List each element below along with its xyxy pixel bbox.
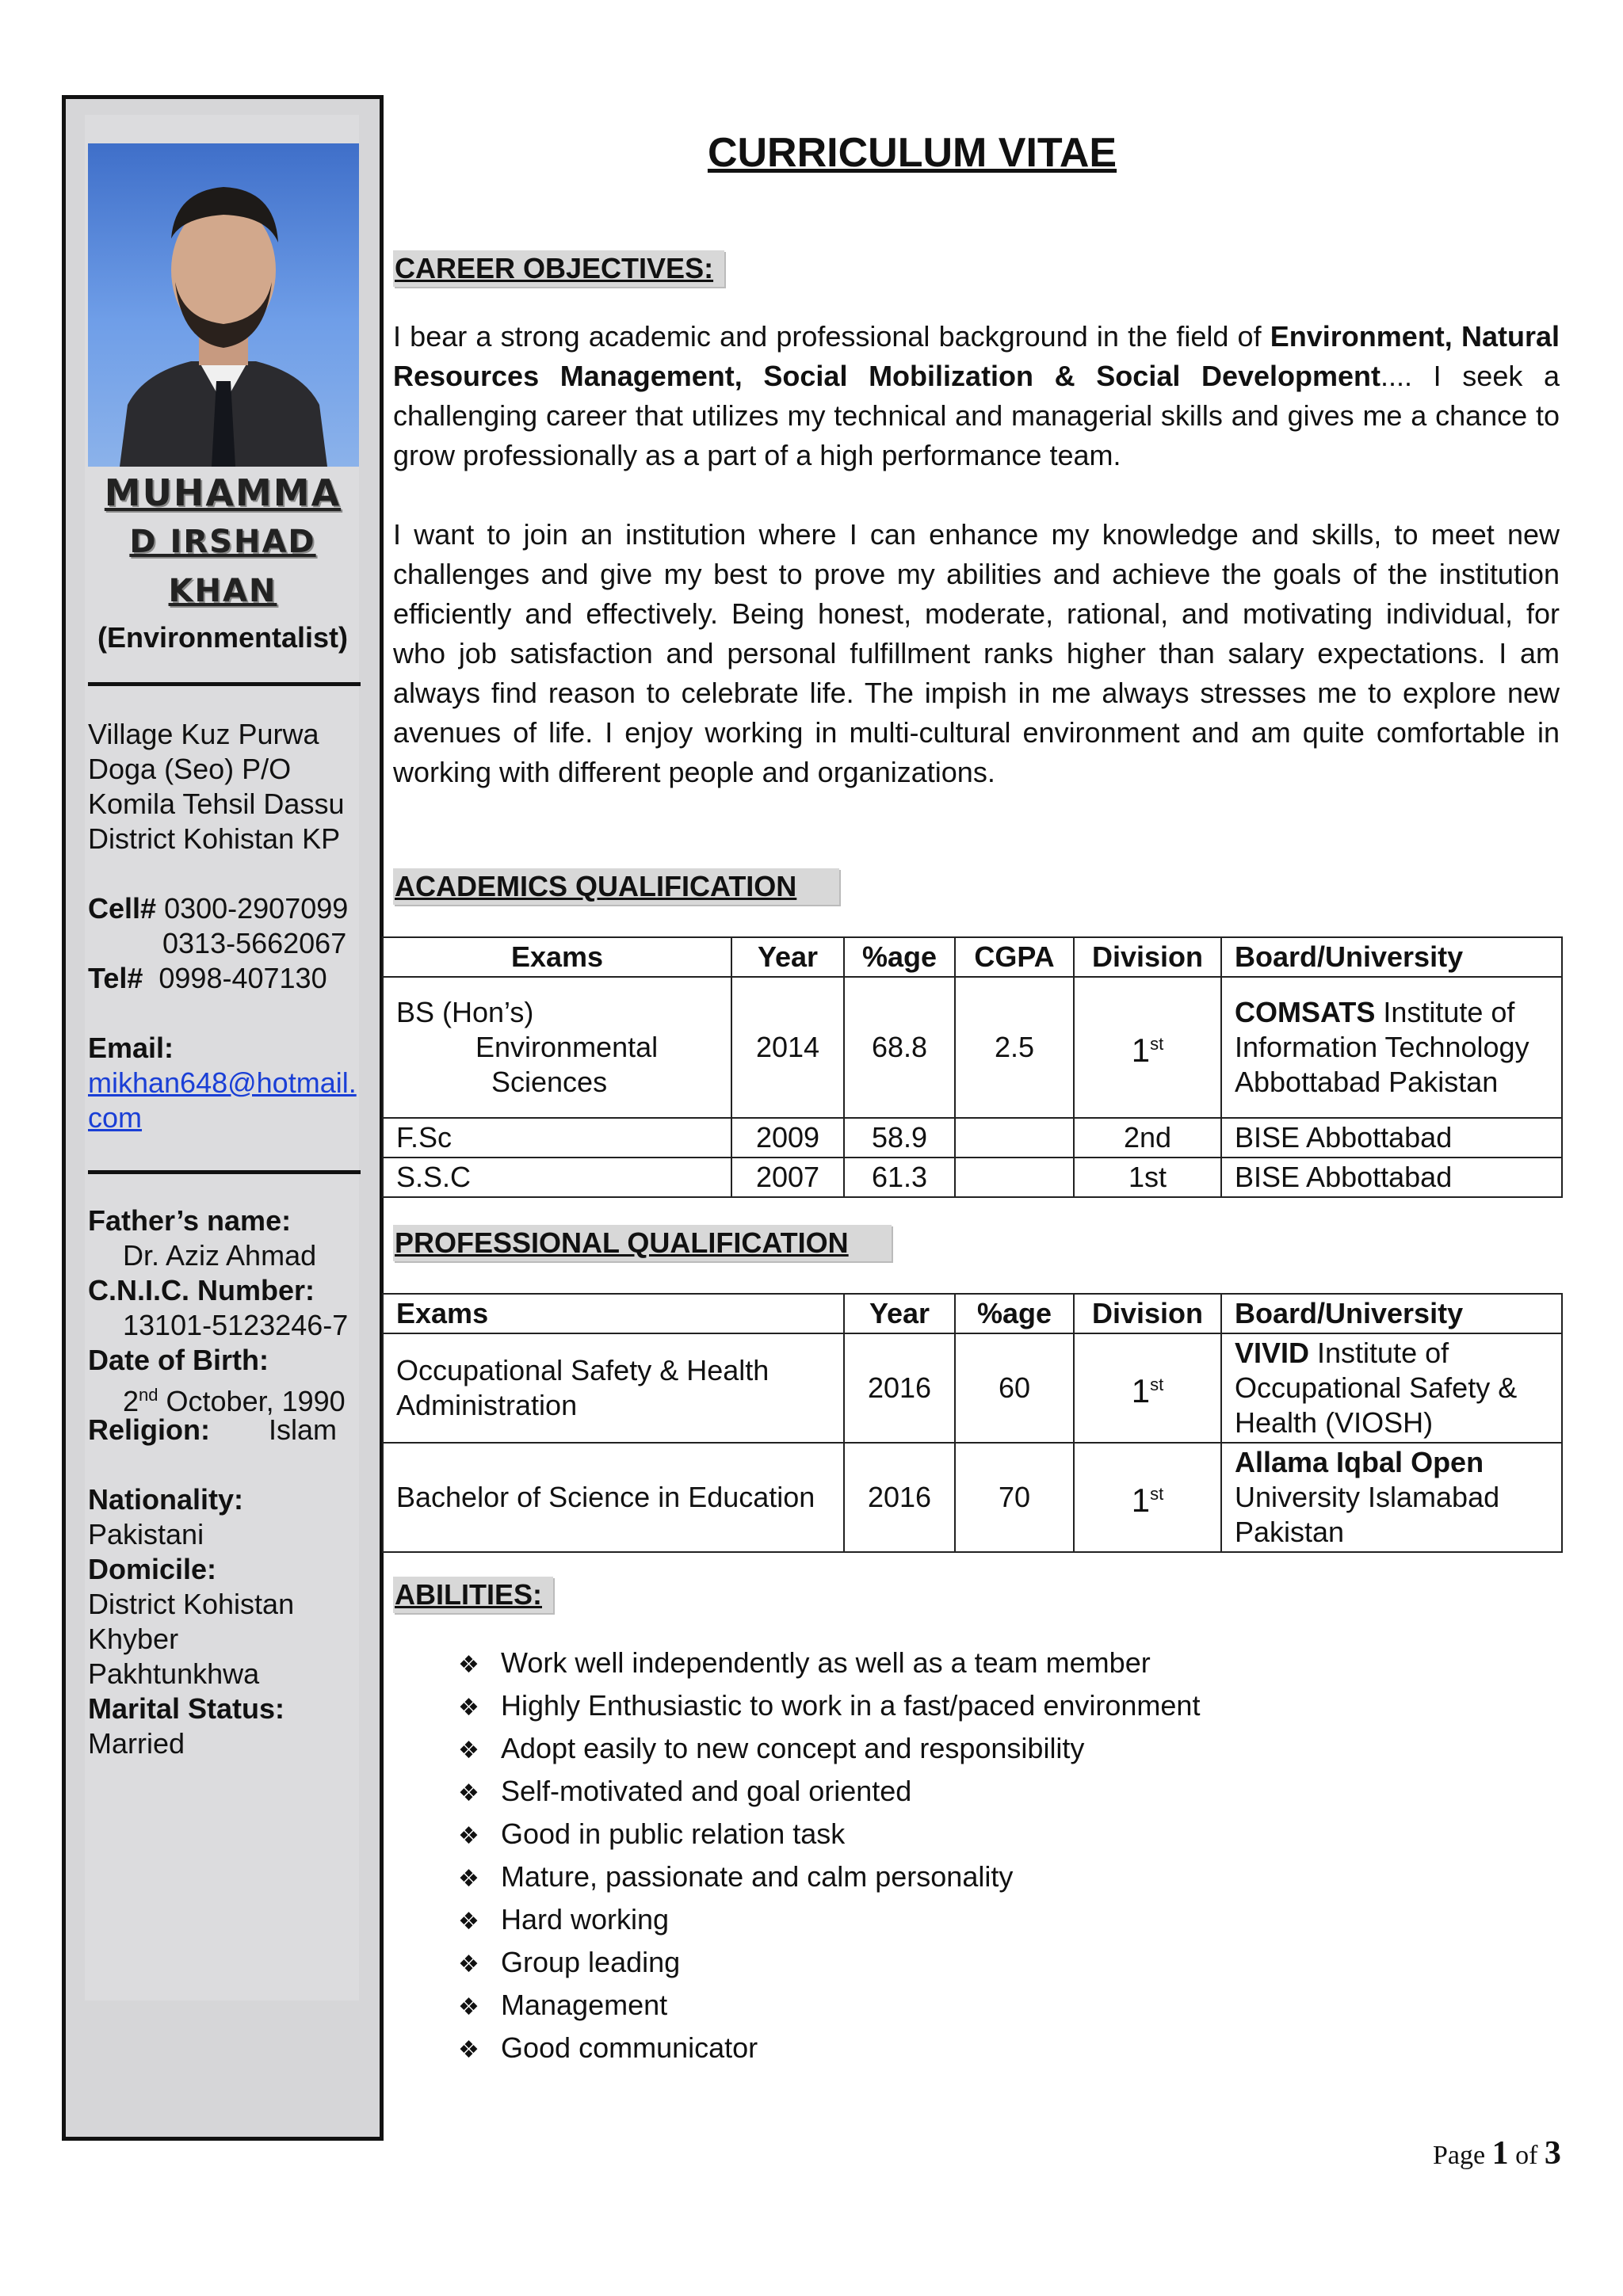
email-link[interactable]: mikhan648@hotmail. <box>88 1066 357 1099</box>
name-line-1: MUHAMMA <box>104 471 342 514</box>
diamond-bullet-icon: ❖ <box>458 1993 479 2021</box>
academics-heading: ACADEMICS QUALIFICATION <box>393 868 839 905</box>
column-header: CGPA <box>955 937 1074 977</box>
tel-number: 0998-407130 <box>158 962 327 994</box>
diamond-bullet-icon: ❖ <box>458 1908 479 1936</box>
exam-cell: Bachelor of Science in Education <box>383 1443 844 1552</box>
sidebar-name-block <box>66 468 380 657</box>
table-header-row <box>383 1294 1562 1333</box>
profession: (Environmentalist) <box>97 621 349 654</box>
nationality-label: Nationality: <box>88 1483 244 1516</box>
diamond-bullet-icon: ❖ <box>458 1694 479 1722</box>
email-link[interactable]: com <box>88 1101 143 1134</box>
address-line: Doga (Seo) P/O <box>88 753 292 785</box>
list-item: ❖ Group leading <box>458 1941 1200 1984</box>
father-name: Dr. Aziz Ahmad <box>123 1239 317 1272</box>
exam-cell: F.Sc <box>383 1118 731 1158</box>
father-label: Father’s name: <box>88 1204 292 1237</box>
board-cell: Allama Iqbal Open University Islamabad Pakistan <box>1221 1443 1562 1552</box>
table-header-row <box>383 937 1562 977</box>
division-cell: 2nd <box>1074 1118 1221 1158</box>
name-line-3: KHAN <box>168 573 277 609</box>
percentage-cell: 58.9 <box>844 1118 955 1158</box>
email-label: Email: <box>88 1032 174 1064</box>
career-paragraph-1: I bear a strong academic and professional background in the field of Environment, Natural Resources Management, Social Mobilization & Social Development.... I seek a challenging career that utilizes my technical and managerial skills and gives me a chance to grow professionally as a part of a high performance team. <box>393 320 1560 471</box>
year-cell: 2016 <box>844 1333 955 1443</box>
domicile-line: District Kohistan <box>88 1588 295 1620</box>
domicile-label: Domicile: <box>88 1553 217 1585</box>
sidebar-divider <box>88 1170 361 1174</box>
list-item: ❖ Highly Enthusiastic to work in a fast/paced environment <box>458 1684 1200 1727</box>
column-header: Board/University <box>1221 1294 1562 1333</box>
diamond-bullet-icon: ❖ <box>458 1865 479 1893</box>
year-cell: 2014 <box>731 977 844 1118</box>
domicile-line: Pakhtunkhwa <box>88 1657 260 1690</box>
page-number: Page 1 of 3 <box>1433 2135 1561 2172</box>
list-item: ❖ Good in public relation task <box>458 1813 1200 1855</box>
tel-label: Tel# <box>88 962 143 994</box>
exam-cell: Occupational Safety & Health Administration <box>383 1333 844 1443</box>
exam-cell: S.S.C <box>383 1158 731 1197</box>
dob-value: 2nd October, 1990 <box>123 1385 346 1417</box>
marital-value: Married <box>88 1727 185 1760</box>
diamond-bullet-icon: ❖ <box>458 1822 479 1850</box>
professional-heading: PROFESSIONAL QUALIFICATION <box>393 1225 892 1261</box>
cgpa-cell: 2.5 <box>955 977 1074 1118</box>
abilities-list <box>458 1642 1200 2069</box>
list-item: ❖ Adopt easily to new concept and responsibility <box>458 1727 1200 1770</box>
sidebar-divider <box>88 682 361 686</box>
list-item: ❖ Self-motivated and goal oriented <box>458 1770 1200 1813</box>
column-header: Year <box>844 1294 955 1333</box>
board-cell: BISE Abbottabad <box>1221 1118 1562 1158</box>
column-header: %age <box>955 1294 1074 1333</box>
abilities-heading: ABILITIES: <box>393 1577 553 1613</box>
religion-label: Religion: <box>88 1413 210 1446</box>
column-header: Division <box>1074 1294 1221 1333</box>
cell-label: Cell# <box>88 892 157 925</box>
percentage-cell: 68.8 <box>844 977 955 1118</box>
diamond-bullet-icon: ❖ <box>458 1779 479 1807</box>
dob-label: Date of Birth: <box>88 1344 269 1376</box>
table-row <box>383 1333 1562 1443</box>
list-item: ❖ Work well independently as well as a team member <box>458 1642 1200 1684</box>
column-header: Exams <box>383 1294 844 1333</box>
cell-number: 0313-5662067 <box>162 927 347 959</box>
table-row <box>383 1158 1562 1197</box>
division-cell: 1st <box>1074 1158 1221 1197</box>
academics-table <box>382 936 1563 1198</box>
cgpa-cell <box>955 1118 1074 1158</box>
percentage-cell: 70 <box>955 1443 1074 1552</box>
list-item: ❖ Mature, passionate and calm personality <box>458 1855 1200 1898</box>
name-line-2: D IRSHAD <box>129 524 316 560</box>
list-item: ❖ Management <box>458 1984 1200 2027</box>
cnic-number: 13101-5123246-7 <box>123 1309 349 1341</box>
marital-label: Marital Status: <box>88 1692 285 1725</box>
division-cell: 1st <box>1074 977 1221 1118</box>
diamond-bullet-icon: ❖ <box>458 2036 479 2064</box>
division-cell: 1st <box>1074 1443 1221 1552</box>
cgpa-cell <box>955 1158 1074 1197</box>
address-line: District Kohistan KP <box>88 822 341 855</box>
year-cell: 2016 <box>844 1443 955 1552</box>
column-header: Board/University <box>1221 937 1562 977</box>
person-portrait-icon <box>88 143 359 467</box>
career-paragraph-2: I want to join an institution where I can enhance my knowledge and skills, to meet new challenges and give my best to prove my abilities and achieve the goals of the institution efficiently and effectively. Being honest, moderate, rational, and motivating individual, for who job satisfaction and personal fulfillment ranks higher than salary expectations. I am always find reason to celebrate life. The impish in me always stresses me to explore new avenues of life. I enjoy working in multi-cultural environment and am quite comfortable in working with different people and organizations. <box>393 518 1560 788</box>
board-cell: COMSATS Institute of Information Technology Abbottabad Pakistan <box>1221 977 1562 1118</box>
exam-cell: BS (Hon’s) Environmental Sciences <box>383 977 731 1118</box>
diamond-bullet-icon: ❖ <box>458 1951 479 1978</box>
page-title: CURRICULUM VITAE <box>707 130 1117 176</box>
percentage-cell: 60 <box>955 1333 1074 1443</box>
year-cell: 2007 <box>731 1158 844 1197</box>
professional-table <box>382 1293 1563 1553</box>
nationality-value: Pakistani <box>88 1518 204 1550</box>
address-line: Komila Tehsil Dassu <box>88 788 345 820</box>
career-heading: CAREER OBJECTIVES: <box>393 250 724 287</box>
column-header: Division <box>1074 937 1221 977</box>
board-cell: VIVID Institute of Occupational Safety & Health (VIOSH) <box>1221 1333 1562 1443</box>
year-cell: 2009 <box>731 1118 844 1158</box>
column-header: Exams <box>383 937 731 977</box>
list-item: ❖ Good communicator <box>458 2027 1200 2069</box>
percentage-cell: 61.3 <box>844 1158 955 1197</box>
cnic-label: C.N.I.C. Number: <box>88 1274 315 1306</box>
diamond-bullet-icon: ❖ <box>458 1737 479 1764</box>
division-cell: 1st <box>1074 1333 1221 1443</box>
column-header: Year <box>731 937 844 977</box>
table-row <box>383 977 1562 1118</box>
profile-photo <box>88 143 359 467</box>
cell-number: 0300-2907099 <box>164 892 349 925</box>
table-row <box>383 1443 1562 1552</box>
board-cell: BISE Abbottabad <box>1221 1158 1562 1197</box>
domicile-line: Khyber <box>88 1623 179 1655</box>
table-row <box>383 1118 1562 1158</box>
religion-value: Islam <box>268 1413 337 1446</box>
address-line: Village Kuz Purwa <box>88 718 319 750</box>
diamond-bullet-icon: ❖ <box>458 1651 479 1679</box>
list-item: ❖ Hard working <box>458 1898 1200 1941</box>
column-header: %age <box>844 937 955 977</box>
profile-sidebar <box>62 95 384 2141</box>
